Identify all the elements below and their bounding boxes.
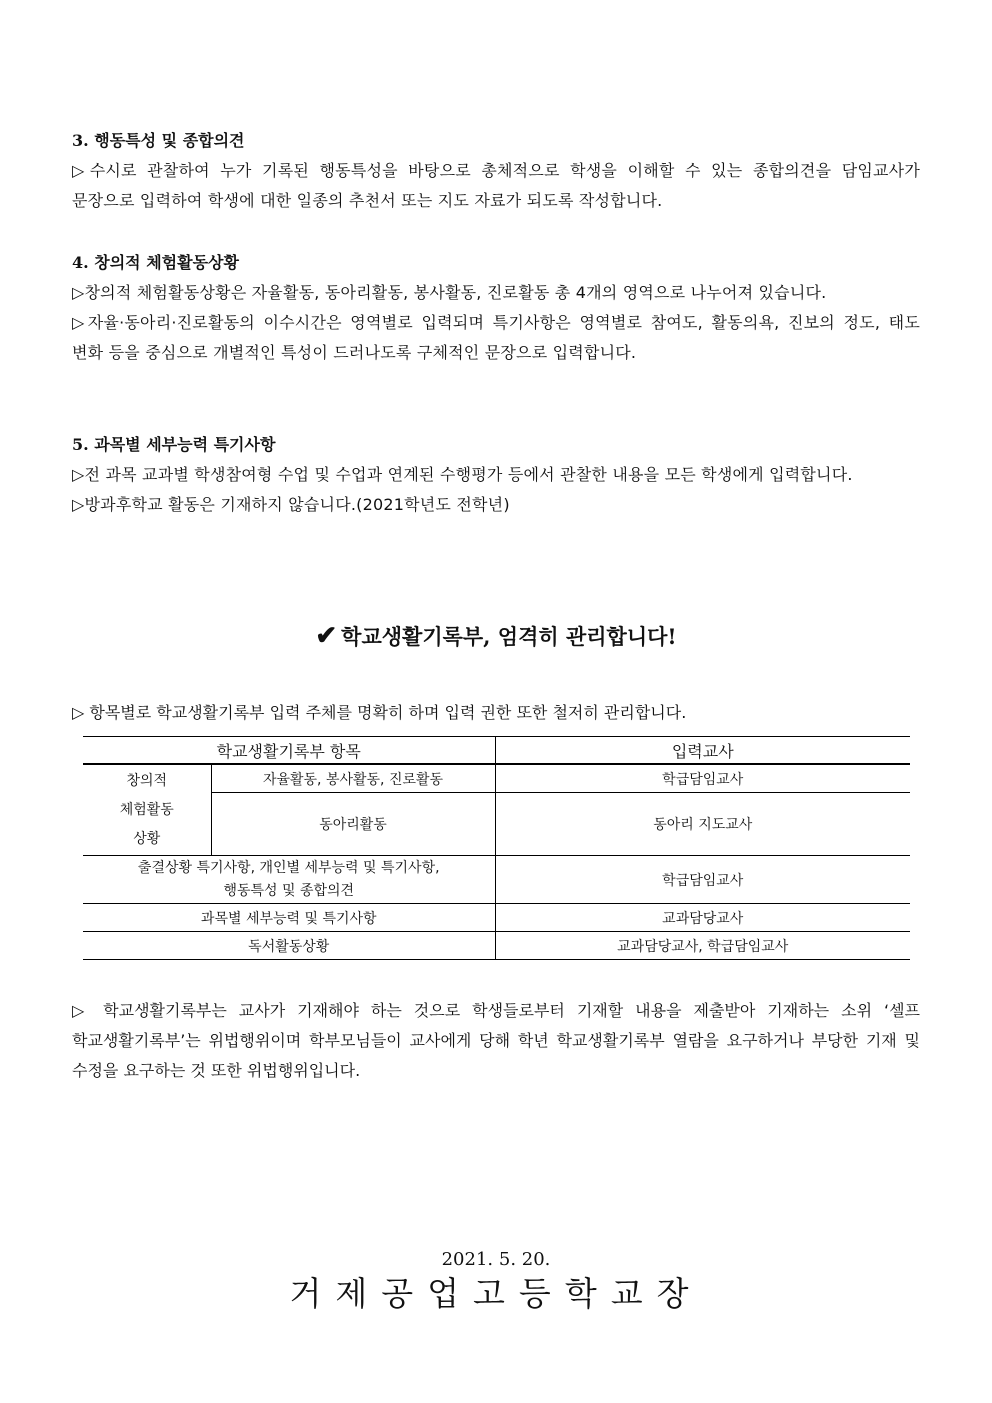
section-heading: 5. 과목별 세부능력 특기사항 [72,435,276,454]
section-heading: 4. 창의적 체험활동상황 [72,253,239,272]
teacher-cell: 학급담임교사 [495,856,910,904]
item-cell: 자율활동, 봉사활동, 진로활동 [211,764,495,793]
section-creative-activities [72,248,920,368]
section-paragraph: ▷수시로 관찰하여 누가 기록된 행동특성을 바탕으로 총체적으로 학생을 이해할 수 있는 종합의견을 담임교사가 문장으로 입력하여 학생에 대한 일종의 추천서 또는 지도 자료가 되도록 작성합니다. [72,161,920,210]
section-paragraph: ▷자율·동아리·진로활동의 이수시간은 영역별로 입력되며 특기사항은 영역별로 참여도, 활동의욕, 진보의 정도, 태도 변화 등을 중심으로 개별적인 특성이 드러나도록 구체적인 문장으로 입력합니다. [72,313,920,362]
item-cell [83,856,495,904]
table-row [83,764,910,793]
section-paragraph: ▷전 과목 교과별 학생참여형 수업 및 수업과 연계된 수행평가 등에서 관찰한 내용을 모든 학생에게 입력합니다. [72,465,853,484]
section-behavior [72,126,920,216]
item-cell: 과목별 세부능력 및 특기사항 [83,904,495,932]
teacher-cell: 동아리 지도교사 [495,793,910,856]
teacher-cell: 교과담당교사, 학급담임교사 [495,932,910,960]
notice-banner [0,618,992,655]
issue-date: 2021. 5. 20. [441,1249,551,1270]
table-row [83,856,910,904]
item-cell: 독서활동상황 [83,932,495,960]
self-record-warning-note: ▷ 학교생활기록부는 교사가 기재해야 하는 것으로 학생들로부터 기재할 내용을 제출받아 기재하는 소위 ‘셀프 학교생활기록부’는 위법행위이며 학부모님들이 교사에게 당해 학년 학교생활기록부 열람을 요구하거나 부당한 기재 및 수정을 요구하는 것 또한 위법행위입니다. [72,1001,920,1080]
section-paragraph: ▷창의적 체험활동상황은 자율활동, 동아리활동, 봉사활동, 진로활동 총 4개의 영역으로 나누어져 있습니다. [72,283,827,302]
group-label-line: 창의적 [126,772,168,789]
teacher-cell: 학급담임교사 [495,764,910,793]
banner-text: 학교생활기록부, 엄격히 관리합니다! [341,624,677,649]
section-subject-abilities [72,430,920,520]
group-label-line: 체험활동 [119,801,174,818]
teacher-cell: 교과담당교사 [495,904,910,932]
group-label-line: 상황 [133,830,161,847]
column-header-teacher: 입력교사 [495,737,910,765]
table-row [83,932,910,960]
table-header-row [83,737,910,765]
table-row [83,904,910,932]
column-header-item: 학교생활기록부 항목 [83,737,495,765]
item-line: 출결상황 특기사항, 개인별 세부능력 및 특기사항, [137,859,440,876]
input-authority-note: ▷ 항목별로 학교생활기록부 입력 주체를 명확히 하며 입력 권한 또한 철저히 관리합니다. [72,703,687,722]
record-input-table [83,736,910,960]
principal-signature: 거제공업고등학교장 [289,1274,703,1313]
section-heading: 3. 행동특성 및 종합의견 [72,131,245,150]
section-paragraph: ▷방과후학교 활동은 기재하지 않습니다.(2021학년도 전학년) [72,495,510,514]
item-line: 행동특성 및 종합의견 [223,882,355,899]
check-mark-icon: ✔ [315,621,338,651]
group-label-cell [83,764,211,856]
item-cell: 동아리활동 [211,793,495,856]
